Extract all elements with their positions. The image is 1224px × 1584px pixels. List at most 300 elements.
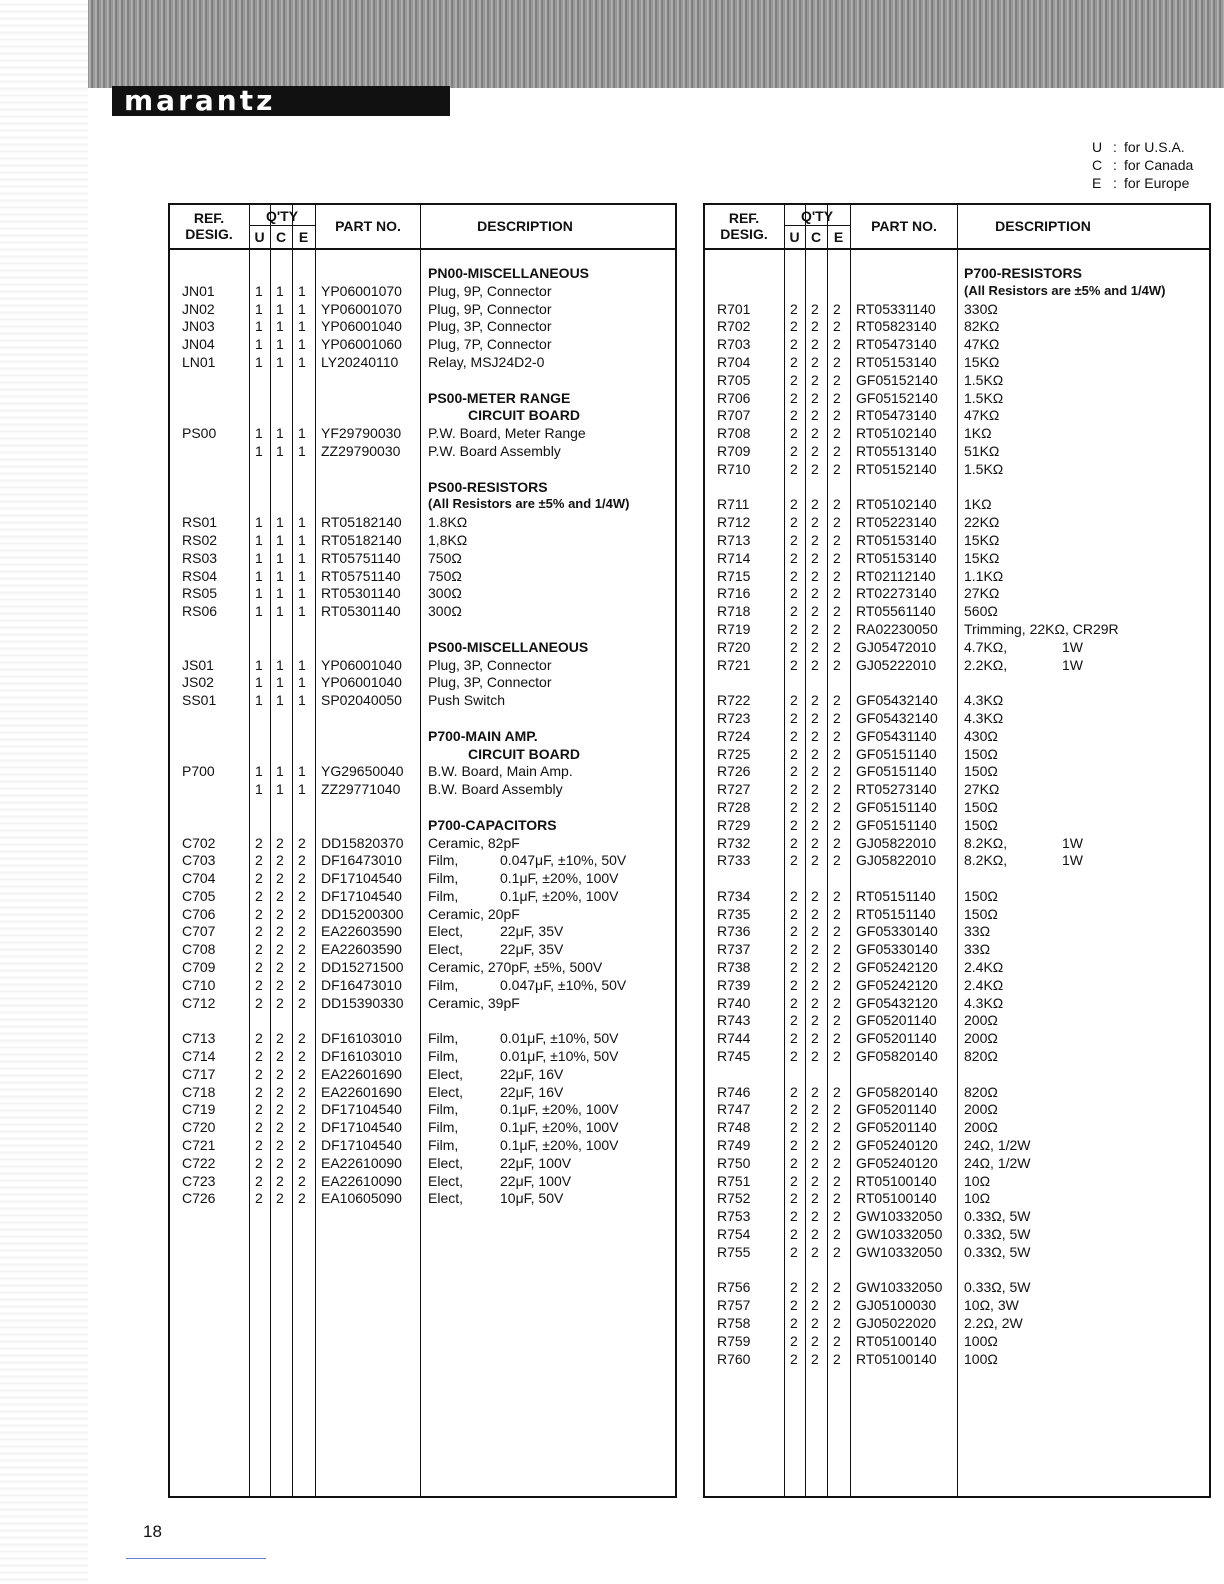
ref-cell: C712	[182, 994, 216, 1011]
qty-e-cell: 2	[833, 1243, 841, 1260]
header-ref-line2: DESIG.	[720, 226, 768, 242]
part-number-cell: GF05240120	[856, 1154, 938, 1171]
qty-c-cell: 2	[276, 1101, 284, 1118]
description-cell: (All Resistors are ±5% and 1/4W)	[964, 282, 1166, 298]
table-row	[170, 656, 675, 674]
qty-c-cell: 2	[811, 1101, 819, 1118]
table-row	[705, 940, 1209, 958]
description-cell: 15KΩ	[964, 531, 1000, 548]
table-row	[170, 1136, 675, 1154]
header-c: C	[810, 229, 822, 245]
description-cell: 0.33Ω, 5W	[964, 1243, 1031, 1260]
qty-e-cell: 2	[833, 816, 841, 833]
legend-sep: :	[1113, 175, 1117, 191]
description-value-cell: 0.01μF, ±10%, 50V	[500, 1030, 619, 1047]
qty-u-cell: 2	[790, 371, 798, 388]
qty-u-cell: 2	[255, 1048, 263, 1065]
qty-c-cell: 1	[276, 656, 284, 673]
part-number-cell: DD15390330	[321, 994, 404, 1011]
ref-cell: C703	[182, 852, 216, 869]
qty-u-cell: 2	[790, 336, 798, 353]
table-header	[170, 205, 675, 250]
qty-c-cell: 2	[811, 1137, 819, 1154]
ref-cell: R753	[717, 1208, 751, 1225]
qty-e-cell: 2	[833, 318, 841, 335]
description-cell: 1.5KΩ	[964, 460, 1004, 477]
qty-c-cell: 2	[811, 603, 819, 620]
qty-u-cell: 2	[790, 1154, 798, 1171]
qty-e-cell: 2	[833, 959, 841, 976]
qty-e-cell: 1	[298, 318, 306, 335]
part-number-cell: GF05820140	[856, 1083, 938, 1100]
part-number-cell: YP06001070	[321, 300, 402, 317]
ref-cell: R758	[717, 1315, 751, 1332]
qty-c-cell: 2	[276, 1190, 284, 1207]
header-desc: DESCRIPTION	[995, 218, 1091, 234]
table-row	[705, 1029, 1209, 1047]
description-cell: Ceramic, 39pF	[428, 994, 520, 1011]
qty-c-cell: 2	[811, 1030, 819, 1047]
qty-c-cell: 1	[276, 425, 284, 442]
ref-cell: R747	[717, 1101, 751, 1118]
description-cell: 10Ω	[964, 1172, 991, 1189]
table-row	[170, 1047, 675, 1065]
qty-u-cell: 2	[790, 834, 798, 851]
qty-c-cell: 1	[276, 549, 284, 566]
ref-cell: R709	[717, 442, 751, 459]
description-cell: Plug, 3P, Connector	[428, 656, 552, 673]
legend-row	[1092, 138, 1193, 156]
header-u: U	[254, 229, 265, 245]
part-number-cell: YF29790030	[321, 425, 402, 442]
qty-c-cell: 2	[811, 976, 819, 993]
qty-c-cell: 2	[811, 1083, 819, 1100]
part-number-cell: RT05152140	[856, 460, 937, 477]
qty-e-cell: 1	[298, 442, 306, 459]
qty-u-cell: 1	[255, 656, 263, 673]
description-cell: CIRCUIT BOARD	[468, 407, 580, 424]
ref-cell: C719	[182, 1101, 216, 1118]
qty-u-cell: 2	[255, 1119, 263, 1136]
description-cell: 22KΩ	[964, 514, 1000, 531]
qty-u-cell: 2	[790, 994, 798, 1011]
ref-cell: R704	[717, 353, 751, 370]
table-row	[705, 531, 1209, 549]
qty-e-cell: 1	[298, 549, 306, 566]
ref-cell: R727	[717, 781, 751, 798]
ref-cell: R724	[717, 727, 751, 744]
qty-e-cell: 2	[833, 709, 841, 726]
qty-e-cell: 2	[833, 1190, 841, 1207]
table-row	[705, 478, 1209, 496]
qty-u-cell: 1	[255, 282, 263, 299]
qty-e-cell: 2	[298, 1154, 306, 1171]
qty-e-cell: 2	[833, 1101, 841, 1118]
qty-u-cell: 2	[790, 709, 798, 726]
header-e: E	[833, 229, 844, 245]
qty-u-cell: 1	[255, 585, 263, 602]
ref-cell: RS02	[182, 531, 218, 548]
ref-cell: R707	[717, 407, 751, 424]
table-row	[705, 1118, 1209, 1136]
qty-c-cell: 2	[811, 727, 819, 744]
description-cell: Ceramic, 270pF, ±5%, 500V	[428, 959, 603, 976]
table-row	[705, 1278, 1209, 1296]
description-value-cell: 0.1μF, ±20%, 100V	[500, 1101, 619, 1118]
description-cell: 150Ω	[964, 887, 998, 904]
part-number-cell: GJ05222010	[856, 656, 937, 673]
header-qty: Q'TY	[800, 208, 834, 224]
part-number-cell: DF17104540	[321, 887, 402, 904]
part-number-cell: RT05473140	[856, 336, 937, 353]
description-cell: Elect,	[428, 1154, 464, 1171]
ref-cell: R733	[717, 852, 751, 869]
qty-c-cell: 2	[811, 1332, 819, 1349]
part-number-cell: YP06001040	[321, 656, 402, 673]
qty-c-cell: 2	[811, 1243, 819, 1260]
description-cell: 27KΩ	[964, 781, 1000, 798]
qty-e-cell: 2	[833, 852, 841, 869]
description-cell: 0.33Ω, 5W	[964, 1279, 1031, 1296]
qty-e-cell: 2	[833, 460, 841, 477]
qty-c-cell: 2	[276, 994, 284, 1011]
qty-u-cell: 2	[790, 442, 798, 459]
qty-e-cell: 2	[298, 1048, 306, 1065]
header-ref	[705, 210, 783, 242]
ref-cell: R729	[717, 816, 751, 833]
qty-e-cell: 2	[833, 1154, 841, 1171]
table-row	[705, 335, 1209, 353]
footer-rule	[126, 1558, 266, 1559]
ref-cell: R759	[717, 1332, 751, 1349]
qty-e-cell: 2	[298, 923, 306, 940]
table-row	[170, 1029, 675, 1047]
table-row	[705, 1332, 1209, 1350]
description-cell: 200Ω	[964, 1101, 998, 1118]
table-row	[705, 389, 1209, 407]
description-cell: P.W. Board Assembly	[428, 442, 561, 459]
table-row	[170, 353, 675, 371]
qty-e-cell: 2	[833, 1012, 841, 1029]
part-number-cell: RT02112140	[856, 567, 936, 584]
qty-c-cell: 2	[811, 371, 819, 388]
qty-e-cell: 2	[833, 1172, 841, 1189]
ref-cell: C721	[182, 1137, 216, 1154]
table-row	[705, 460, 1209, 478]
qty-c-cell: 2	[276, 1172, 284, 1189]
table-row	[170, 994, 675, 1012]
description-cell: 100Ω	[964, 1332, 998, 1349]
ref-cell: RS05	[182, 585, 218, 602]
ref-cell: RS04	[182, 567, 218, 584]
table-row	[705, 371, 1209, 389]
qty-u-cell: 2	[790, 1048, 798, 1065]
parts-table-right	[703, 203, 1211, 1498]
qty-u-cell: 1	[255, 674, 263, 691]
part-number-cell: GF05240120	[856, 1137, 938, 1154]
qty-c-cell: 2	[276, 870, 284, 887]
description-cell: Push Switch	[428, 692, 506, 709]
table-row	[705, 513, 1209, 531]
qty-u-cell: 1	[255, 318, 263, 335]
qty-e-cell: 2	[298, 1190, 306, 1207]
qty-c-cell: 2	[811, 1154, 819, 1171]
qty-e-cell: 2	[833, 531, 841, 548]
qty-u-cell: 2	[790, 1012, 798, 1029]
qty-e-cell: 2	[833, 1315, 841, 1332]
part-number-cell: EA22603590	[321, 923, 402, 940]
qty-u-cell: 2	[790, 389, 798, 406]
qty-u-cell: 2	[255, 870, 263, 887]
ref-cell: R735	[717, 905, 751, 922]
qty-e-cell: 2	[833, 1137, 841, 1154]
table-body	[170, 264, 675, 1207]
part-number-cell: GW10332050	[856, 1243, 943, 1260]
qty-c-cell: 1	[276, 692, 284, 709]
qty-c-cell: 2	[811, 460, 819, 477]
table-row	[705, 406, 1209, 424]
part-number-cell: RT05301140	[321, 585, 401, 602]
qty-c-cell: 2	[811, 1048, 819, 1065]
qty-c-cell: 2	[811, 1208, 819, 1225]
header-ref-line2: DESIG.	[185, 226, 233, 242]
qty-c-cell: 2	[811, 798, 819, 815]
description-cell: 8.2KΩ,	[964, 834, 1008, 851]
description-cell: 10Ω, 3W	[964, 1297, 1019, 1314]
legend-sep: :	[1113, 139, 1117, 155]
description-rating-cell: 1W	[1062, 638, 1083, 655]
qty-u-cell: 2	[790, 1279, 798, 1296]
description-cell: 200Ω	[964, 1030, 998, 1047]
part-number-cell: RT05153140	[856, 353, 937, 370]
description-cell: Ceramic, 82pF	[428, 834, 520, 851]
qty-u-cell: 2	[790, 603, 798, 620]
part-number-cell: RT05273140	[856, 781, 937, 798]
description-cell: 0.33Ω, 5W	[964, 1226, 1031, 1243]
qty-e-cell: 2	[833, 1297, 841, 1314]
qty-c-cell: 2	[276, 834, 284, 851]
part-number-cell: DF17104540	[321, 870, 402, 887]
qty-u-cell: 2	[255, 1137, 263, 1154]
table-row	[705, 620, 1209, 638]
table-row	[705, 584, 1209, 602]
qty-e-cell: 2	[298, 852, 306, 869]
ref-cell: R751	[717, 1172, 751, 1189]
description-cell: 820Ω	[964, 1083, 998, 1100]
description-cell: 2.2Ω, 2W	[964, 1315, 1023, 1332]
description-value-cell: 0.01μF, ±10%, 50V	[500, 1048, 619, 1065]
qty-u-cell: 2	[790, 1083, 798, 1100]
qty-e-cell: 2	[298, 870, 306, 887]
part-number-cell: DF16473010	[321, 976, 402, 993]
qty-u-cell: 2	[790, 1350, 798, 1367]
table-row	[170, 851, 675, 869]
description-cell: 82KΩ	[964, 318, 1000, 335]
part-number-cell: DF16103010	[321, 1048, 402, 1065]
qty-e-cell: 2	[833, 567, 841, 584]
part-number-cell: GW10332050	[856, 1279, 943, 1296]
qty-e-cell: 2	[833, 496, 841, 513]
qty-e-cell: 2	[833, 692, 841, 709]
ref-cell: C714	[182, 1048, 216, 1065]
part-number-cell: GW10332050	[856, 1226, 943, 1243]
table-row	[705, 300, 1209, 318]
description-cell: 300Ω	[428, 585, 462, 602]
table-row	[705, 1154, 1209, 1172]
qty-c-cell: 1	[276, 442, 284, 459]
qty-e-cell: 2	[833, 745, 841, 762]
qty-u-cell: 2	[790, 727, 798, 744]
qty-u-cell: 2	[255, 1154, 263, 1171]
part-number-cell: YP06001040	[321, 318, 402, 335]
table-row	[170, 389, 675, 407]
header-e: E	[298, 229, 309, 245]
description-cell: Plug, 3P, Connector	[428, 674, 552, 691]
legend-value: for Canada	[1124, 157, 1194, 173]
description-cell: Film,	[428, 1101, 459, 1118]
qty-c-cell: 2	[811, 1012, 819, 1029]
ref-cell: R718	[717, 603, 751, 620]
table-row	[705, 851, 1209, 869]
description-cell: P700-CAPACITORS	[428, 816, 557, 833]
qty-c-cell: 1	[276, 514, 284, 531]
part-number-cell: GJ05472010	[856, 638, 937, 655]
qty-divider	[784, 225, 850, 226]
qty-e-cell: 2	[298, 994, 306, 1011]
part-number-cell: GF05431140	[856, 727, 937, 744]
qty-e-cell: 2	[298, 1172, 306, 1189]
description-cell: 150Ω	[964, 798, 998, 815]
qty-c-cell: 2	[811, 336, 819, 353]
description-cell: 1KΩ	[964, 425, 992, 442]
header-u: U	[789, 229, 800, 245]
qty-c-cell: 1	[276, 300, 284, 317]
description-cell: 8.2KΩ,	[964, 852, 1008, 869]
part-number-cell: EA22610090	[321, 1172, 402, 1189]
table-row	[705, 1350, 1209, 1368]
part-number-cell: RT05182140	[321, 531, 402, 548]
ref-cell: C713	[182, 1030, 216, 1047]
ref-cell: R728	[717, 798, 751, 815]
description-cell: 27KΩ	[964, 585, 1000, 602]
qty-u-cell: 2	[790, 425, 798, 442]
qty-c-cell: 2	[276, 905, 284, 922]
table-row	[170, 673, 675, 691]
qty-e-cell: 2	[833, 887, 841, 904]
ref-cell: R752	[717, 1190, 751, 1207]
qty-c-cell: 2	[811, 709, 819, 726]
qty-c-cell: 1	[276, 531, 284, 548]
qty-u-cell: 2	[790, 923, 798, 940]
part-number-cell: RT05473140	[856, 407, 937, 424]
table-row	[705, 1011, 1209, 1029]
part-number-cell: YP06001060	[321, 336, 402, 353]
qty-e-cell: 2	[833, 585, 841, 602]
qty-c-cell: 2	[276, 1048, 284, 1065]
qty-e-cell: 2	[298, 1137, 306, 1154]
part-number-cell: DD15271500	[321, 959, 404, 976]
qty-u-cell: 2	[790, 585, 798, 602]
table-row	[705, 673, 1209, 691]
qty-u-cell: 2	[255, 976, 263, 993]
table-row	[170, 264, 675, 282]
description-value-cell: 10μF, 50V	[500, 1190, 564, 1207]
table-row	[705, 1261, 1209, 1279]
table-row	[170, 424, 675, 442]
part-number-cell: RT05151140	[856, 905, 936, 922]
legend-value: for U.S.A.	[1124, 139, 1185, 155]
qty-u-cell: 2	[255, 1172, 263, 1189]
qty-e-cell: 1	[298, 603, 306, 620]
ref-cell: R760	[717, 1350, 751, 1367]
part-number-cell: DF17104540	[321, 1119, 402, 1136]
table-row	[705, 424, 1209, 442]
qty-c-cell: 2	[811, 585, 819, 602]
part-number-cell: GF05151140	[856, 763, 937, 780]
table-row	[170, 869, 675, 887]
ref-cell: R737	[717, 941, 751, 958]
table-row	[705, 976, 1209, 994]
legend-key: C	[1092, 157, 1103, 173]
part-number-cell: GF05432140	[856, 709, 938, 726]
qty-e-cell: 1	[298, 585, 306, 602]
qty-u-cell: 2	[255, 905, 263, 922]
table-row	[170, 300, 675, 318]
qty-u-cell: 2	[255, 834, 263, 851]
qty-e-cell: 1	[298, 300, 306, 317]
qty-c-cell: 2	[811, 692, 819, 709]
legend-sep: :	[1113, 157, 1117, 173]
description-cell: Film,	[428, 1030, 459, 1047]
qty-c-cell: 2	[276, 1119, 284, 1136]
ref-cell: R715	[717, 567, 751, 584]
qty-u-cell: 2	[790, 514, 798, 531]
table-row	[705, 353, 1209, 371]
ref-cell: R746	[717, 1083, 751, 1100]
qty-c-cell: 2	[811, 1226, 819, 1243]
ref-cell: R702	[717, 318, 751, 335]
description-cell: Film,	[428, 976, 459, 993]
table-row	[705, 958, 1209, 976]
part-number-cell: GF05330140	[856, 923, 938, 940]
ref-cell: R740	[717, 994, 751, 1011]
ref-cell: JS01	[182, 656, 214, 673]
header-banner	[88, 0, 1224, 88]
ref-cell: RS01	[182, 514, 218, 531]
ref-cell: R726	[717, 763, 751, 780]
description-cell: 1KΩ	[964, 496, 992, 513]
qty-u-cell: 2	[790, 300, 798, 317]
table-row	[705, 602, 1209, 620]
description-value-cell: 0.1μF, ±20%, 100V	[500, 1119, 619, 1136]
qty-e-cell: 1	[298, 692, 306, 709]
qty-u-cell: 1	[255, 514, 263, 531]
header-qty: Q'TY	[265, 208, 299, 224]
part-number-cell: RT05153140	[856, 549, 937, 566]
qty-e-cell: 2	[833, 353, 841, 370]
description-cell: Film,	[428, 1048, 459, 1065]
qty-u-cell: 2	[790, 407, 798, 424]
part-number-cell: EA22603590	[321, 941, 402, 958]
description-value-cell: 22μF, 100V	[500, 1154, 572, 1171]
ref-cell: C726	[182, 1190, 216, 1207]
part-number-cell: GJ05822010	[856, 852, 937, 869]
part-number-cell: RT02273140	[856, 585, 937, 602]
table-row	[170, 549, 675, 567]
table-row	[705, 1189, 1209, 1207]
qty-u-cell: 1	[255, 692, 263, 709]
ref-cell: R749	[717, 1137, 751, 1154]
